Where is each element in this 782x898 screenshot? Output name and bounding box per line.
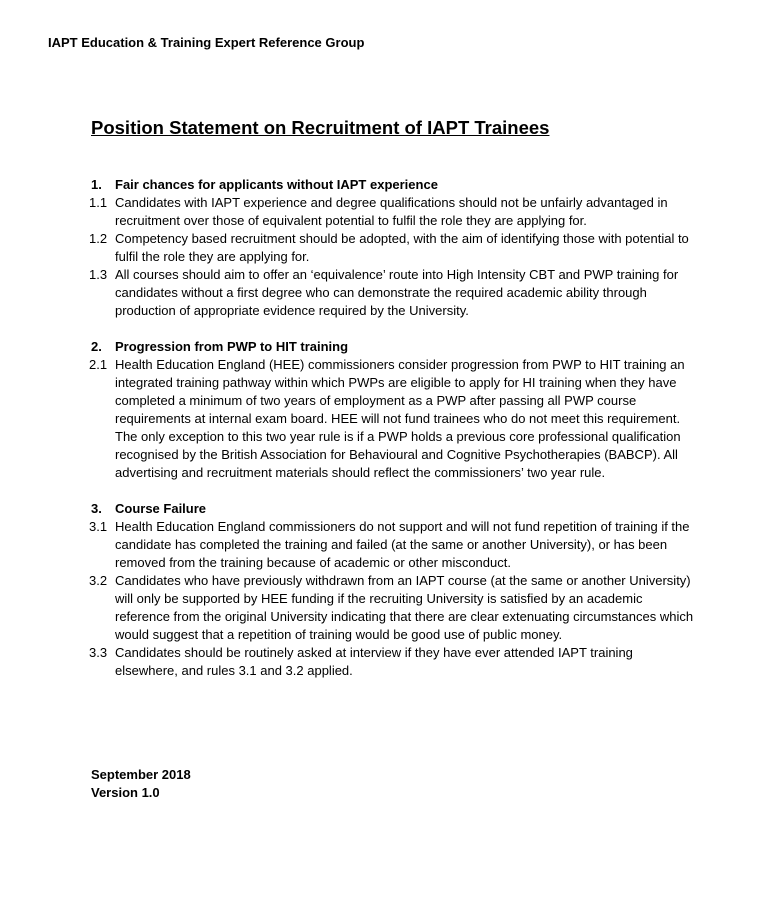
item-text: Candidates should be routinely asked at interview if they have ever attended IAPT training elsewhere, and rules 3.1 and 3.2 applied.	[115, 645, 633, 678]
item-number: 3.3	[89, 645, 108, 660]
item-text: Health Education England (HEE) commissioners consider progression from PWP to HIT training an integrated training pathway within which PWPs are eligible to apply for HI training when they have completed a minimum of two years of employment as a PWP after passing all PWP course requirements at internal exam board. HEE will not fund trainees who do not meet this requirement. The only exception to this two year rule is if a PWP holds a previous core professional qualification recognised by the British Association for Behavioural and Cognitive Psychotherapies (BABCP). All advertising and recruitment materials should reflect the commissioners’ two year rule.	[115, 357, 685, 480]
section-heading	[89, 176, 699, 194]
section-heading	[89, 338, 699, 356]
item-number: 1.1	[89, 195, 108, 210]
section-progression	[89, 338, 699, 482]
item-text: Candidates with IAPT experience and degree qualifications should not be unfairly advantaged in recruitment over those of equivalent potential to fulfil the role they are applying for.	[115, 195, 668, 228]
section-number: 1.	[91, 177, 102, 192]
list-item	[89, 194, 699, 230]
org-header: IAPT Education & Training Expert Reference Group	[48, 35, 365, 50]
item-text: Candidates who have previously withdrawn from an IAPT course (at the same or another University) will only be supported by HEE funding if the recruiting University is satisfied by an academic reference from the original University indicating that there are clear extenuating circumstances which would suggest that a repetition of training would be good use of public money.	[115, 573, 694, 642]
section-title: Course Failure	[115, 501, 207, 516]
section-heading	[89, 500, 699, 518]
document-body	[89, 176, 699, 680]
section-title: Fair chances for applicants without IAPT experience	[115, 177, 438, 192]
footer-version: Version 1.0	[91, 785, 160, 800]
item-number: 3.2	[89, 573, 108, 588]
list-item	[89, 572, 699, 644]
list-item	[89, 266, 699, 320]
section-number: 2.	[91, 339, 102, 354]
list-item	[89, 644, 699, 680]
item-text: Competency based recruitment should be adopted, with the aim of identifying those with potential to fulfil the role they are applying for.	[115, 231, 689, 264]
item-number: 3.1	[89, 519, 108, 534]
document-footer	[91, 766, 191, 802]
section-title: Progression from PWP to HIT training	[115, 339, 349, 354]
footer-date: September 2018	[91, 767, 191, 782]
item-number: 2.1	[89, 357, 108, 372]
section-course-failure	[89, 500, 699, 680]
item-text: All courses should aim to offer an ‘equivalence’ route into High Intensity CBT and PWP training for candidates without a first degree who can demonstrate the required academic ability through production of appropriate evidence required by the University.	[115, 267, 679, 318]
item-text: Health Education England commissioners do not support and will not fund repetition of training if the candidate has completed the training and failed (at the same or another University), or has been removed from the training because of academic or other misconduct.	[115, 519, 690, 570]
section-fair-chances	[89, 176, 699, 320]
document-title: Position Statement on Recruitment of IAPT Trainees	[91, 117, 550, 138]
list-item	[89, 356, 699, 482]
item-number: 1.2	[89, 231, 108, 246]
list-item	[89, 230, 699, 266]
list-item	[89, 518, 699, 572]
item-number: 1.3	[89, 267, 108, 282]
section-number: 3.	[91, 501, 102, 516]
